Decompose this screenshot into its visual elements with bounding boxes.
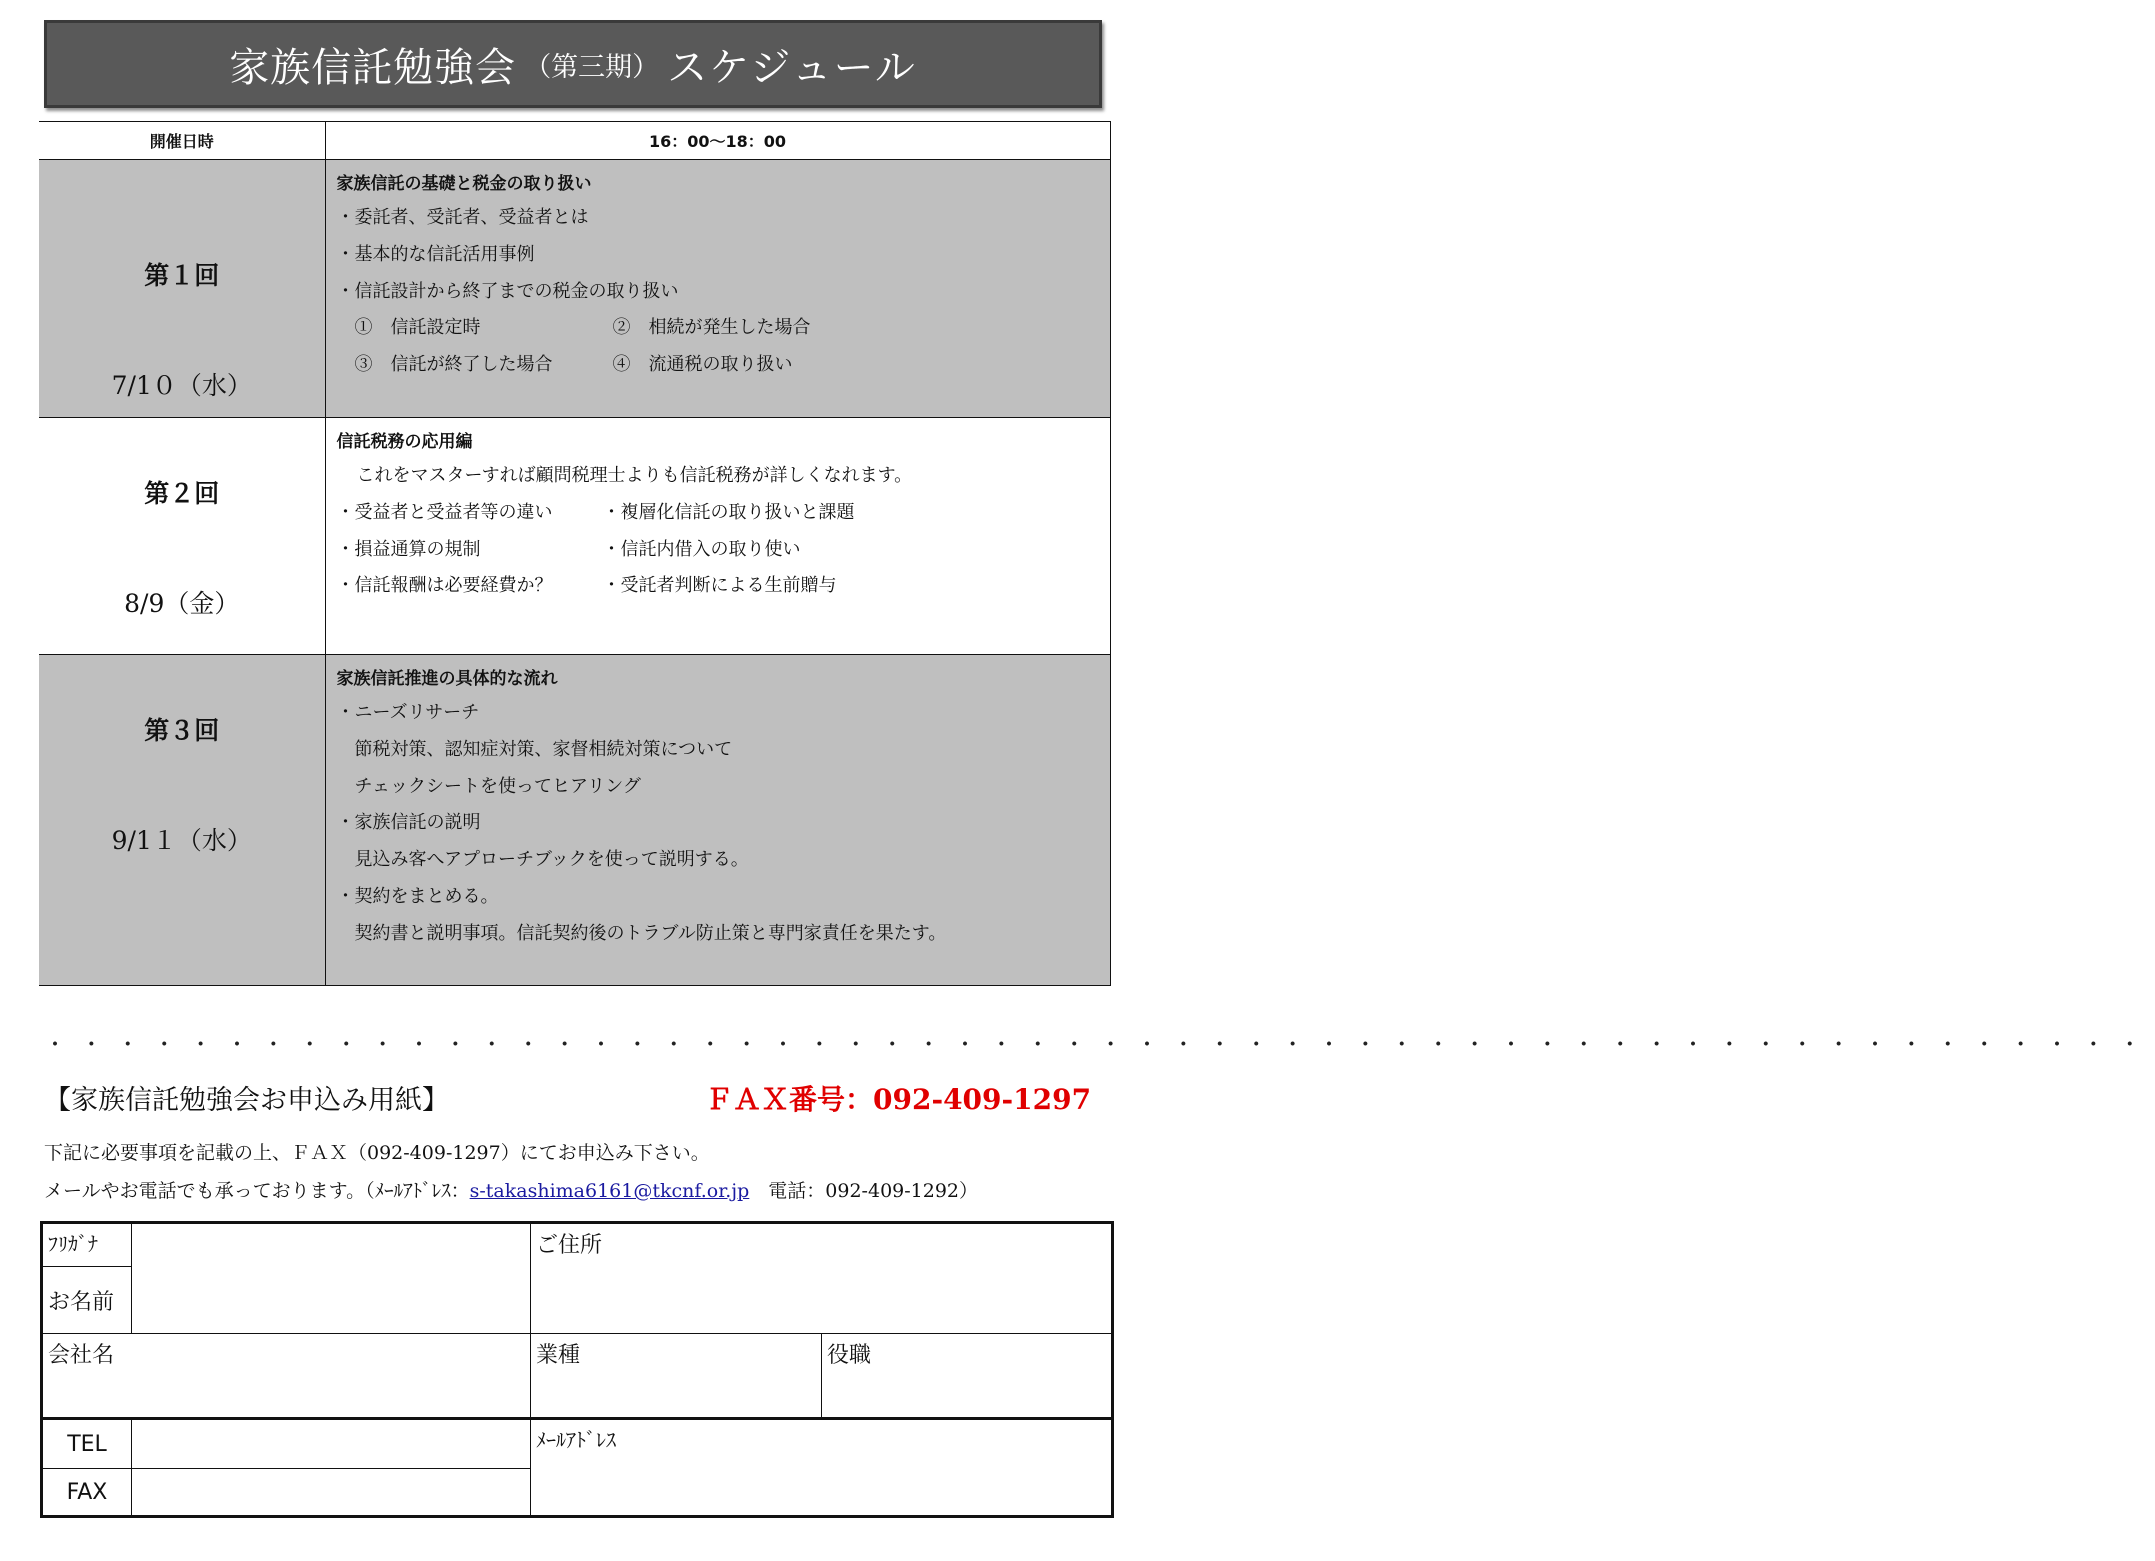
address-field[interactable] <box>531 1223 1113 1334</box>
schedule-table <box>39 121 1111 986</box>
fax-number: ＦＡＸ番号：092-409-1297 <box>705 1083 1092 1116</box>
tel-input[interactable] <box>132 1419 531 1469</box>
instruction-line-1: 下記に必要事項を記載の上、ＦＡＸ（092-409-1297）にてお申込み下さい。 <box>44 1142 710 1164</box>
application-form <box>40 1221 1114 1518</box>
session-1-title: 家族信託の基礎と税金の取り扱い <box>336 174 592 194</box>
session-1-cell <box>39 160 325 418</box>
session-3-date: 9/1１（水） <box>111 826 252 855</box>
pair-item: ・受託者判断による生前贈与 <box>602 575 837 597</box>
session-1-content <box>325 160 1110 418</box>
email-field[interactable] <box>531 1419 1113 1517</box>
session-2-title: 信託税務の応用編 <box>336 432 473 452</box>
pair-item: ③ 信託が終了した場合 <box>354 354 553 376</box>
session-1-line: ・基本的な信託活用事例 <box>336 243 535 265</box>
session-1-line: ・委託者、受託者、受益者とは <box>336 207 589 228</box>
pair-item: ・複層化信託の取り扱いと課題 <box>602 501 855 523</box>
session-1-line: ・信託設計から終了までの税金の取り扱い <box>336 280 679 302</box>
industry-label: 業種 <box>536 1343 581 1368</box>
session-3-line: ・ニーズリサーチ <box>336 702 480 723</box>
instruction-text: メールやお電話でも承っております。（ﾒｰﾙｱﾄﾞﾚｽ： <box>44 1180 470 1202</box>
session-3-line: ・家族信託の説明 <box>336 812 481 834</box>
header-date-label: 開催日時 <box>39 122 325 160</box>
title-banner <box>44 20 1102 108</box>
session-2-cell <box>39 418 325 655</box>
industry-field[interactable] <box>531 1334 822 1419</box>
position-field[interactable] <box>822 1334 1113 1419</box>
email-link[interactable]: s-takashima6161@tkcnf.or.jp <box>469 1180 750 1202</box>
header-time: 16：00〜18：00 <box>325 122 1110 160</box>
session-3-number: 第３回 <box>144 716 220 745</box>
session-3-cell <box>39 655 325 986</box>
instruction-line-2 <box>44 1176 978 1203</box>
session-3-line: 契約書と説明事項。信託契約後のトラブル防止策と専門家責任を果たす。 <box>336 922 947 944</box>
email-label: ﾒｰﾙｱﾄﾞﾚｽ <box>536 1428 616 1452</box>
pair-item: ④ 流通税の取り扱い <box>612 354 793 376</box>
session-3-line: チェックシートを使ってヒアリング <box>336 775 641 797</box>
pair-item: ② 相続が発生した場合 <box>612 317 811 339</box>
pair-item: ・信託報酬は必要経費か？ <box>336 575 553 597</box>
session-2-pair <box>337 568 1110 605</box>
pair-item: ① 信託設定時 <box>354 317 481 339</box>
pair-item: ・信託内借入の取り使い <box>602 538 801 560</box>
session-1-date: 7/1０（水） <box>111 371 252 400</box>
fax-label: FAX <box>42 1469 132 1517</box>
name-label: お名前 <box>42 1267 132 1334</box>
session-3-line: 節税対策、認知症対策、家督相続対策について <box>336 738 733 760</box>
session-1-pair <box>337 347 1110 384</box>
tel-label: TEL <box>42 1419 132 1469</box>
banner-title-main: 家族信託勉強会 <box>229 44 517 91</box>
session-2-date: 8/9（金） <box>124 589 240 618</box>
session-2-number: 第２回 <box>144 479 220 508</box>
fax-input[interactable] <box>132 1469 531 1517</box>
session-3-content <box>325 655 1110 986</box>
company-label: 会社名 <box>48 1343 115 1368</box>
name-input[interactable] <box>132 1223 531 1334</box>
address-label: ご住所 <box>536 1233 603 1258</box>
session-3-line: 見込み客へアプローチブックを使って説明する。 <box>336 849 749 871</box>
session-2-pair <box>337 532 1110 569</box>
session-2-content <box>325 418 1110 655</box>
company-field[interactable] <box>42 1334 531 1419</box>
pair-item: ・受益者と受益者等の違い <box>336 501 553 523</box>
session-3-title: 家族信託推進の具体的な流れ <box>336 669 558 689</box>
session-2-pair <box>337 495 1110 532</box>
session-1-number: 第１回 <box>144 261 220 290</box>
session-3-line: ・契約をまとめる。 <box>336 885 499 907</box>
banner-title-tail: スケジュール <box>667 44 917 91</box>
instruction-text: 電話：092-409-1292） <box>749 1180 979 1202</box>
pair-item: ・損益通算の規制 <box>336 538 481 560</box>
position-label: 役職 <box>827 1343 872 1368</box>
cut-line: ・・・・・・・・・・・・・・・・・・・・・・・・・・・・・・・・・・・・・・・・・・・・・・・・・・・・・・・・・・ <box>44 1033 2155 1058</box>
session-1-pair <box>337 310 1110 347</box>
banner-title-sub: （第三期） <box>524 51 660 83</box>
furigana-label: ﾌﾘｶﾞﾅ <box>42 1223 132 1267</box>
application-title: 【家族信託勉強会お申込み用紙】 <box>44 1085 449 1116</box>
session-2-intro: これをマスターすれば顧問税理士よりも信託税務が詳しくなれます。 <box>356 465 913 486</box>
